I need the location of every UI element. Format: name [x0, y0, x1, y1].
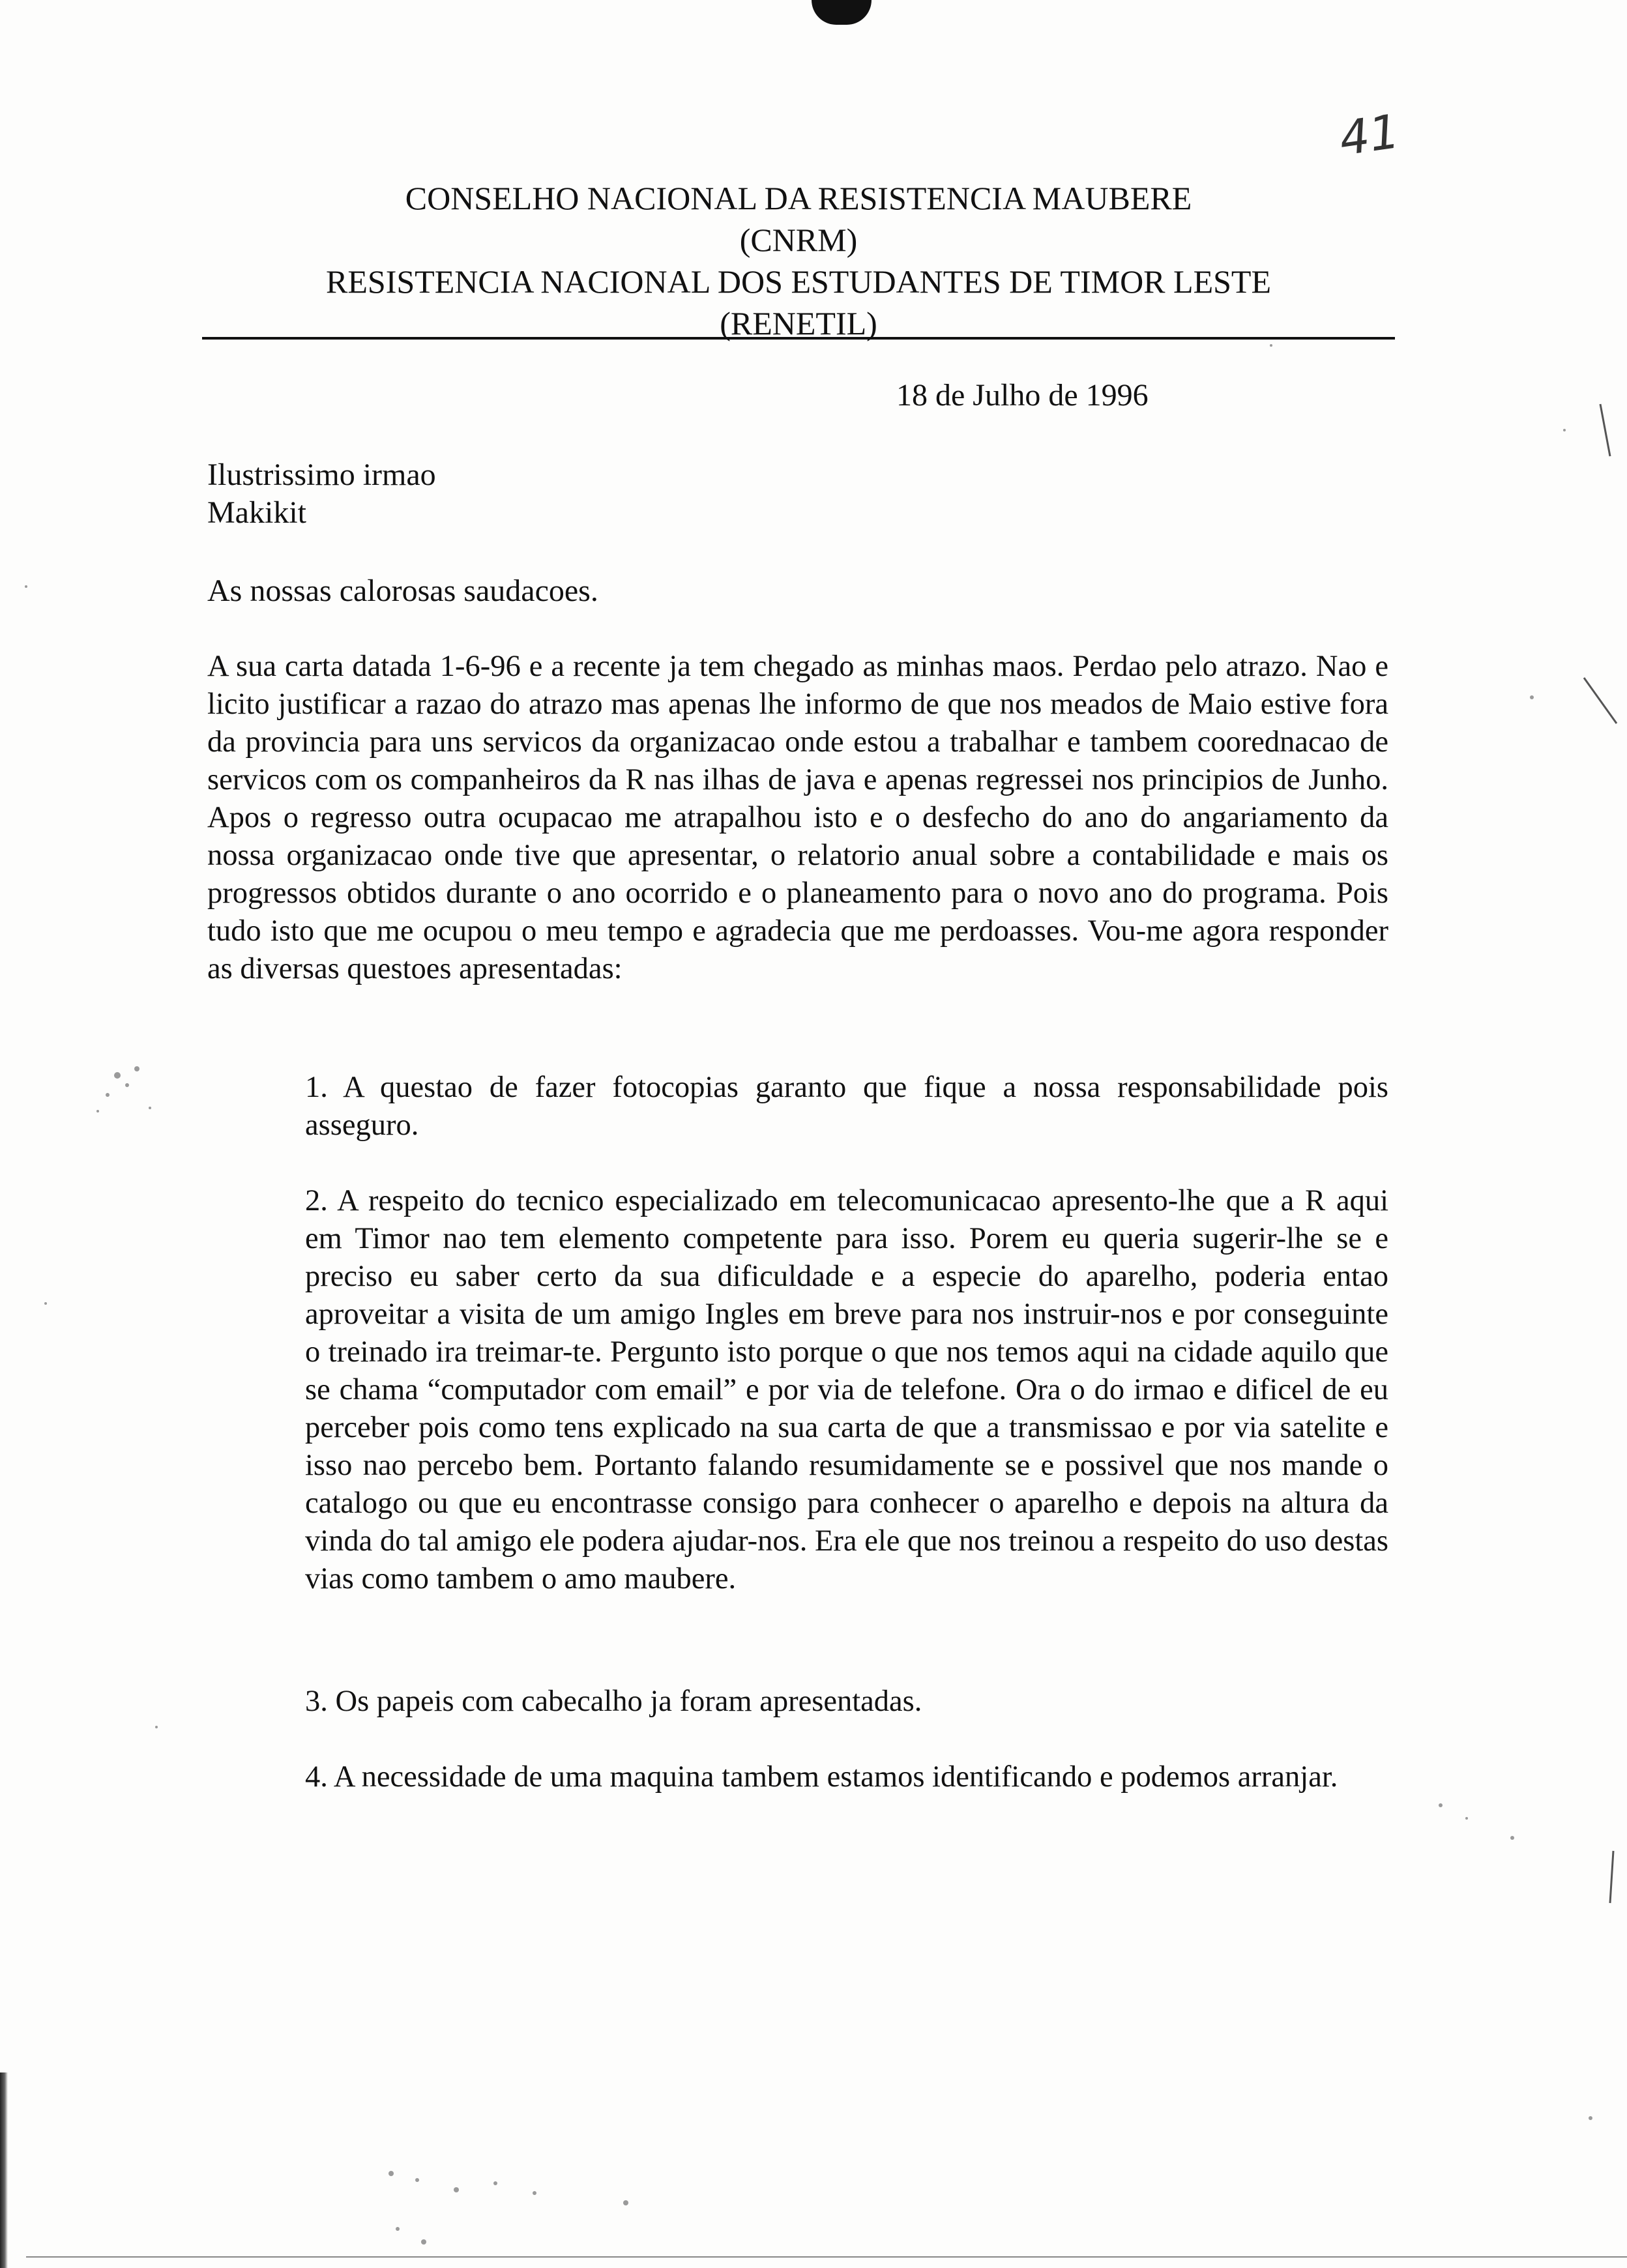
scan-edge [0, 2072, 8, 2268]
salutation [207, 456, 436, 532]
letterhead [202, 177, 1395, 344]
organization-acronym: (CNRM) [739, 222, 858, 258]
sub-organization-name: RESISTENCIA NACIONAL DOS ESTUDANTES DE TIMOR LESTE [326, 263, 1271, 300]
body-paragraph: A sua carta datada 1-6-96 e a recente ja tem chegado as minhas maos. Perdao pelo atrazo. Nao e licito justificar a razao do atrazo mas apenas lhe informo de que nos meados de Maio estive fora da provincia para uns servicos da organizacao onde estou a trabalhar e tambem coorednacao de servicos com os companheiros da R nas ilhas de java e apenas regressei nos principios de Junho. Apos o regresso outra ocupacao me atrapalhou isto e o desfecho do ano do angariamento da nossa organizacao onde tive que apresentar, o relatorio anual sobre a contabilidade e mais os progressos obtidos durante o ano ocorrido e o planeamento para o novo ano do programa. Pois tudo isto que me ocupou o meu tempo e agradecia que me perdoasses. Vou-me agora responder as diversas questoes apresentadas: [207, 650, 1388, 985]
list-item: 1. A questao de fazer fotocopias garanto que fique a nossa responsabilidade pois asseguro. [305, 1071, 1388, 1142]
list-item: 3. Os papeis com cabecalho ja foram apresentadas. [305, 1685, 922, 1718]
list-item: 2. A respeito do tecnico especializado em telecomunicacao apresento-lhe que a R aqui em Timor nao tem elemento competente para isso. Porem eu queria sugerir-lhe se e preciso eu saber certo da sua dificuldade e a especie do aparelho, poderia entao aproveitar a visita de um amigo Ingles em breve para nos instruir-nos e por conseguinte o treinado ira treimar-te. Pergunto isto porque o que nos temos aqui na cidade aquilo que se chama “computador com email” e por via de telefone. Ora o do irmao e dificel de eu perceber pois como tens explicado na sua carta de que a transmissao e por via satelite e isso nao percebo bem. Portanto falando resumidamente se e possivel que nos mande o catalogo ou que eu encontrasse consigo para conhecer o aparelho e depois na altura da vinda do tal amigo ele podera ajudar-nos. Era ele que nos treinou a respeito do uso destas vias como tambem o amo maubere. [305, 1184, 1388, 1595]
scan-bottom-edge [26, 2256, 1627, 2258]
salutation-title: Ilustrissimo irmao [207, 458, 436, 492]
scan-blot [812, 0, 872, 25]
letterhead-divider [202, 337, 1395, 340]
letter-date: 18 de Julho de 1996 [896, 378, 1149, 413]
greeting: As nossas calorosas saudacoes. [207, 574, 598, 608]
sub-organization-acronym: (RENETIL) [720, 305, 877, 342]
recipient-name: Makikit [207, 495, 306, 530]
list-item: 4. A necessidade de uma maquina tambem estamos identificando e podemos arranjar. [305, 1760, 1338, 1794]
handwritten-page-number: 41 [1336, 104, 1403, 166]
organization-name: CONSELHO NACIONAL DA RESISTENCIA MAUBERE [405, 180, 1192, 216]
